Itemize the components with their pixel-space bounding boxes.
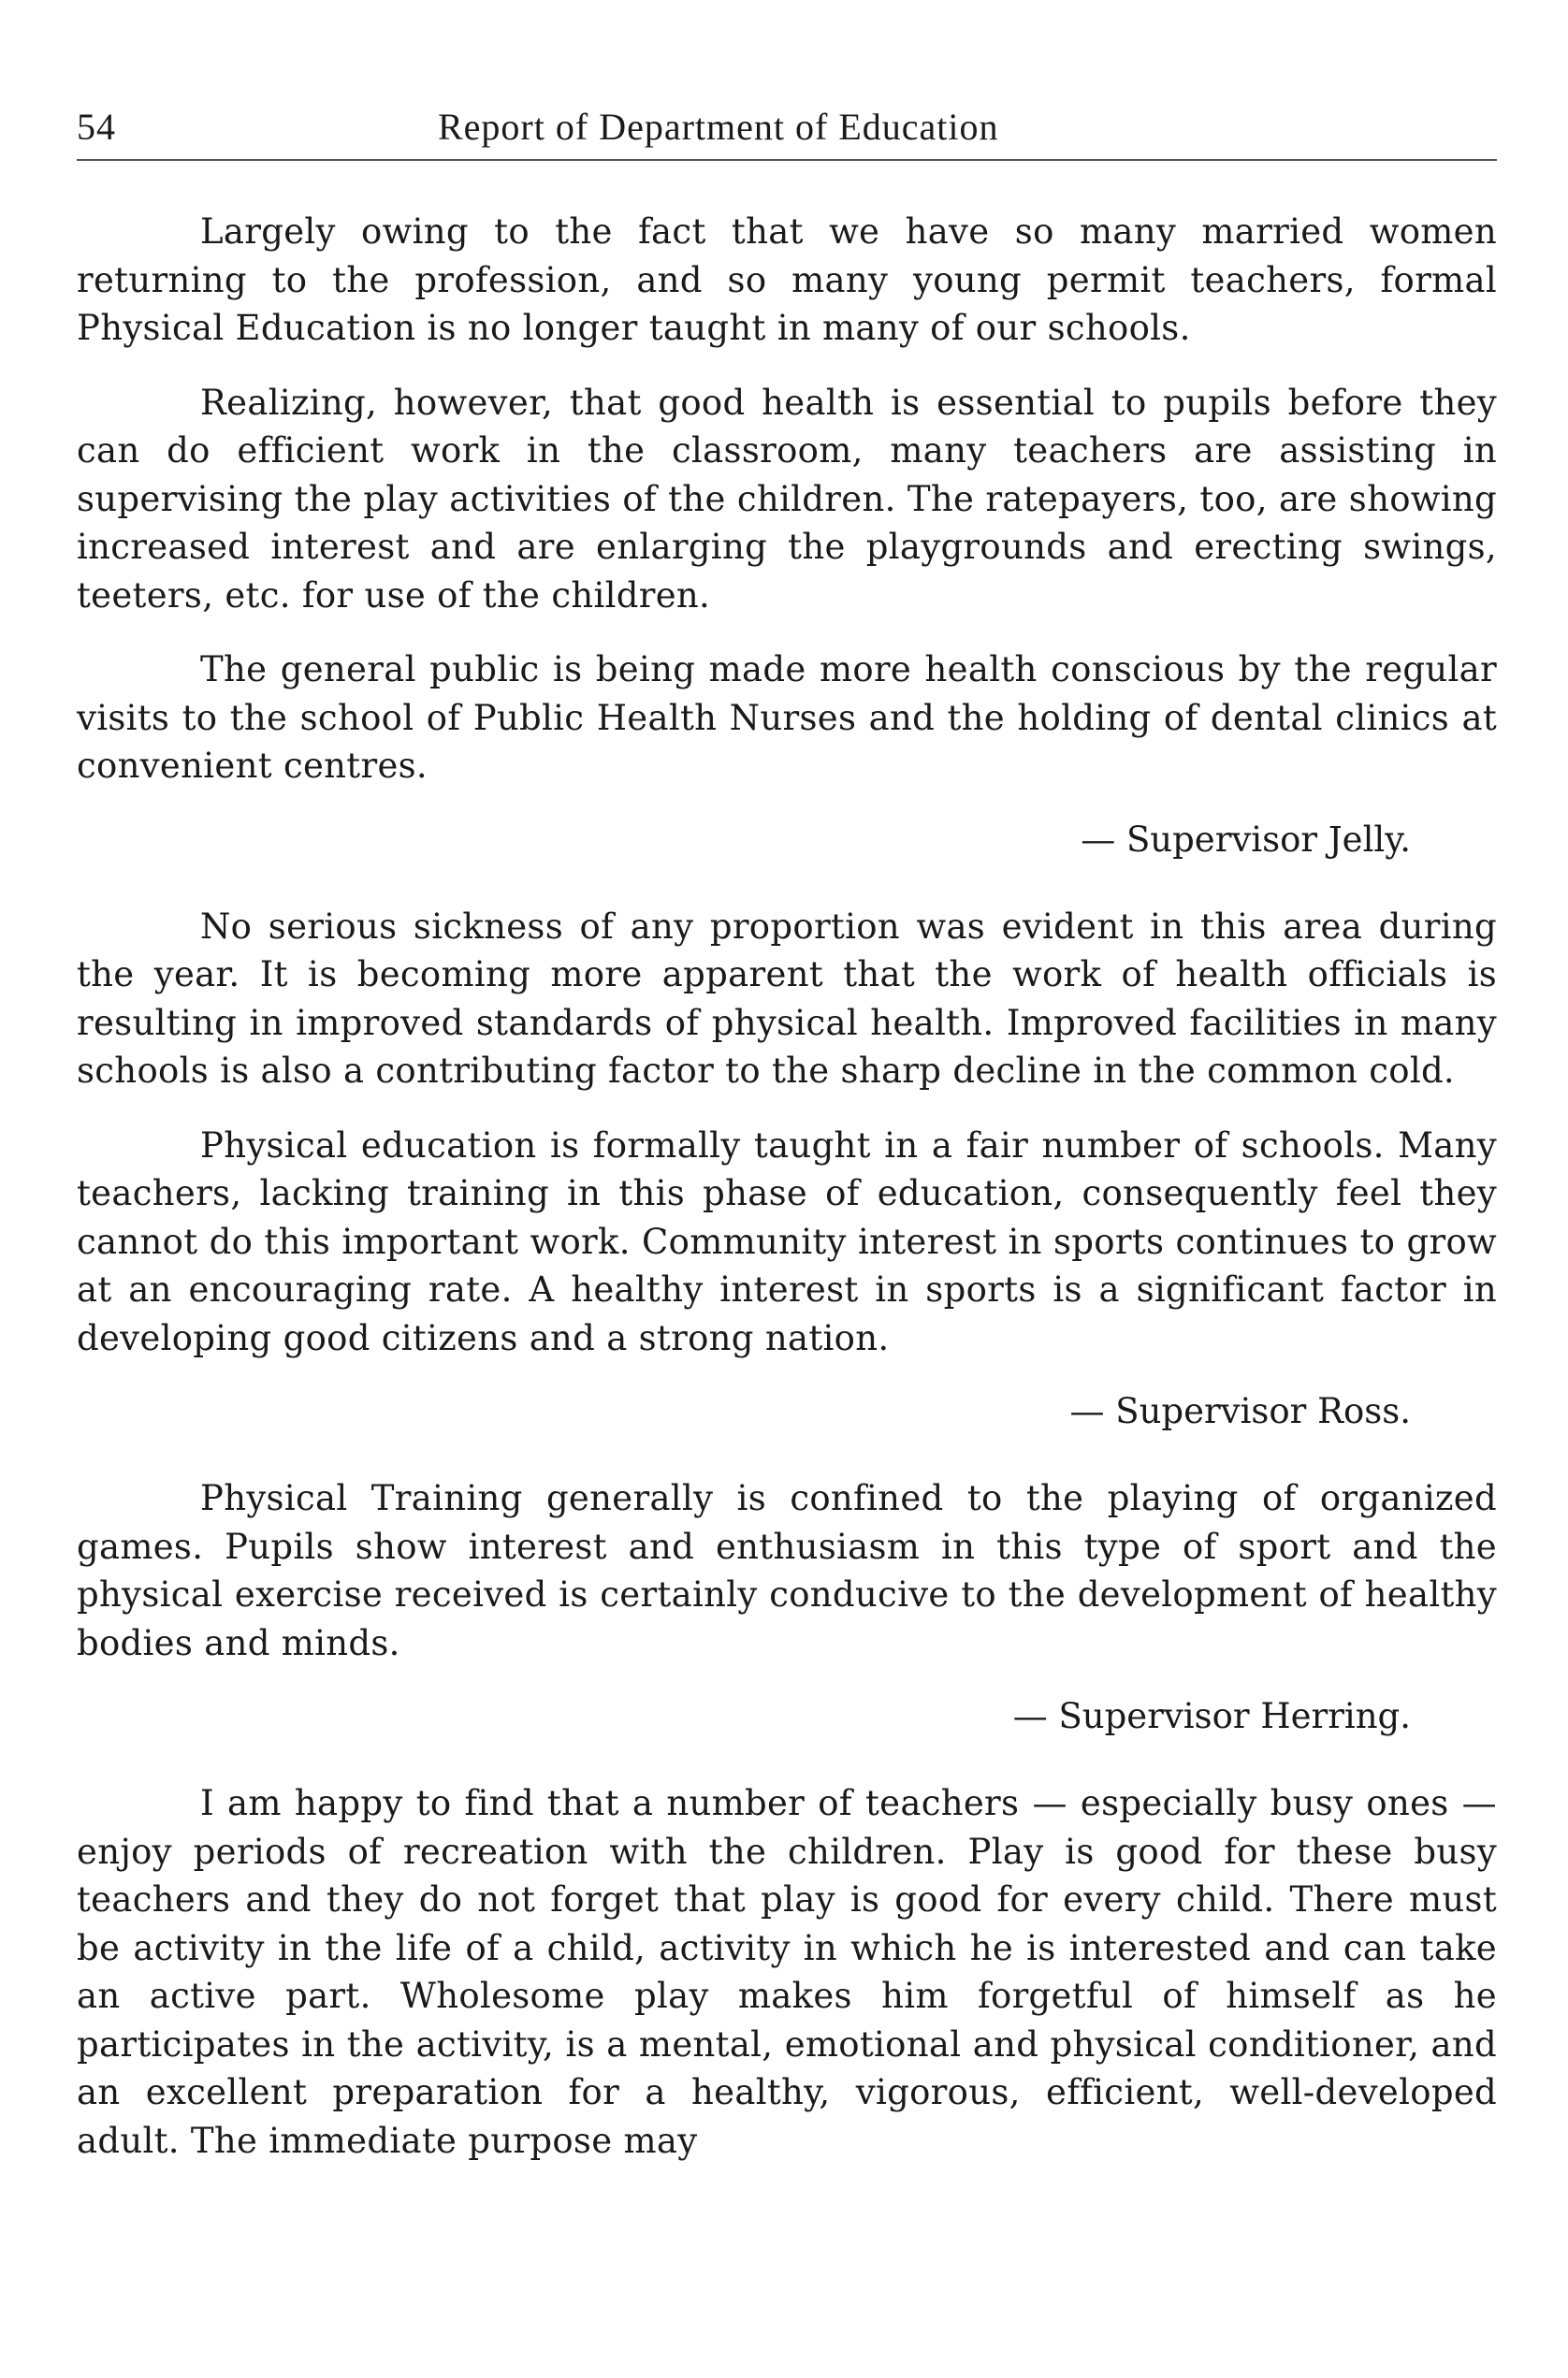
- document-body: [77, 208, 1497, 2191]
- report-section-jelly: [77, 208, 1497, 863]
- paragraph: Physical education is formally taught in a fair number of schools. Many teachers, lacking training in this phase of education, consequently feel they cannot do this important work. Community interest in sports continues to grow at an encouraging rate. A healthy interest in sports is a significant factor in developing good citizens and a strong nation.: [77, 1124, 1497, 1358]
- paragraph: Largely owing to the fact that we have so many married women returning to the profession, and so many young permit teachers, formal Physical Education is no longer taught in many of our schools.: [77, 211, 1497, 348]
- running-title: Report of Department of Education: [438, 106, 999, 148]
- paragraph: No serious sickness of any proportion was evident in this area during the year. It is becoming more apparent that the work of health officials is resulting in improved standards of physical health. Improved facilities in many schools is also a contributing factor to the sharp decline in the common cold.: [77, 906, 1497, 1091]
- page-number: 54: [77, 106, 116, 148]
- signature-supervisor-ross: — Supervisor Ross.: [1069, 1391, 1411, 1431]
- running-head: [77, 105, 1497, 161]
- paragraph: Physical Training generally is confined to the playing of organized games. Pupils show interest and enthusiasm in this type of sport and the physical exercise received is certainly conducive to the development of healthy bodies and minds.: [77, 1478, 1497, 1663]
- signature-supervisor-jelly: — Supervisor Jelly.: [1081, 819, 1411, 860]
- paragraph: I am happy to find that a number of teachers — especially busy ones — enjoy periods of recreation with the children. Play is good for these busy teachers and they do not forget that play is good for every child. There must be activity in the life of a child, activity in which he is interested and can take an active part. Wholesome play makes him forgetful of himself as he participates in the activity, is a mental, emotional and physical conditioner, and an excellent preparation for a healthy, vigorous, efficient, well-developed adult. The immediate purpose may: [77, 1783, 1497, 2161]
- header-rule: [77, 159, 1497, 161]
- report-section-ross: [77, 903, 1497, 1436]
- report-section-herring: [77, 1474, 1497, 1740]
- report-section-continued: [77, 1779, 1497, 2165]
- paragraph: Realizing, however, that good health is essential to pupils before they can do efficient work in the classroom, many teachers are assisting in supervising the play activities of the children. The ratepayers, too, are showing increased interest and are enlarging the playgrounds and erecting swings, teeters, etc. for use of the children.: [77, 382, 1497, 616]
- paragraph: The general public is being made more health conscious by the regular visits to the school of Public Health Nurses and the holding of dental clinics at convenient centres.: [77, 649, 1497, 786]
- signature-supervisor-herring: — Supervisor Herring.: [1012, 1696, 1411, 1736]
